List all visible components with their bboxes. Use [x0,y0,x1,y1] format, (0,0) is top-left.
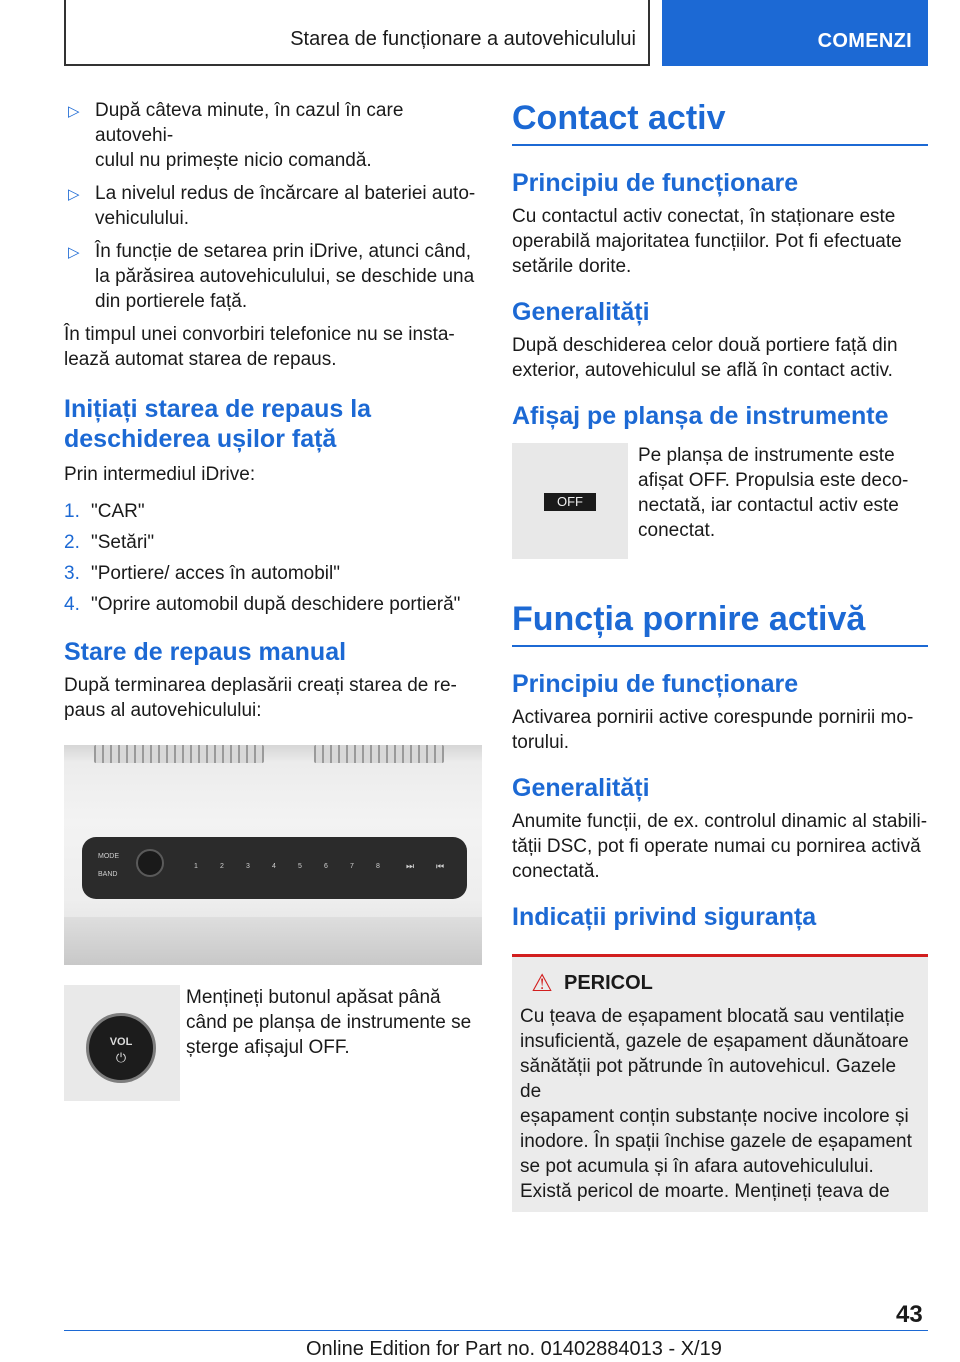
band-button-label: BAND [98,871,118,878]
page-header [64,0,928,66]
step-number: 1. [64,501,80,522]
danger-box [512,954,928,1212]
bullet-text: După câteva minute, în cazul în care autovehi- culul nu primește nicio comandă. [95,100,404,171]
step-item [64,592,482,617]
preset-label: 4 [272,863,276,870]
right-column [512,98,928,1212]
section-tab-label: COMENZI [817,30,912,52]
triangle-bullet-icon: ▷ [68,244,80,261]
step-text: "CAR" [91,501,145,522]
instrument-display-row [512,443,928,559]
step-item [64,530,482,555]
preset-label: 6 [324,863,328,870]
danger-title: PERICOL [564,972,653,994]
header-title-box [64,0,650,66]
step-text: "Setări" [91,532,155,553]
off-indicator: OFF [544,493,596,511]
preset-label: 8 [376,863,380,870]
knob-instruction-text: Mențineți butonul apăsat până când pe planșa de instrumente se șterge afișajul OFF. [186,987,472,1058]
step-item [64,499,482,524]
footer-edition: Online Edition for Part no. 01402884013 - X/19 [306,1338,722,1360]
heading-instrument-display: Afișaj pe planșa de instrumente [512,402,889,430]
instrument-display-text: Pe planșa de instrumente este afișat OFF. Propulsia este deco- nectată, iar contactul activ este conectat. [638,445,909,541]
step-number: 3. [64,563,80,584]
triangle-bullet-icon: ▷ [68,186,80,203]
heading-safety: Indicații privind siguranța [512,903,817,931]
heading-manual-standby: Stare de repaus manual [64,638,347,666]
general-text: După deschiderea celor două portiere față din exterior, autovehiculul se află în contact activ. [512,335,898,381]
footer-rule [64,1330,928,1331]
step-item [64,561,482,586]
bullet-text: În funcție de setarea prin iDrive, atunci când, la părăsirea autovehiculului, se deschide una din portierele față. [95,241,475,312]
volume-knob-photo [64,985,180,1101]
preset-label: 7 [350,863,354,870]
header-title: Starea de funcționare a autovehiculului [290,28,636,50]
danger-text: Cu țeava de eșapament blocată sau ventilație insuficientă, gazele de eșapament dăunătoare sănătății pot pătrunde în autovehicul. Gazele de eșapament conțin substanțe nocive incolore și inodore. În spații închise gazele de eșapament se pot acumula și în afara autovehiculului. Există pericol de moarte. Mențineți țeava de [520,1006,912,1202]
volume-knob [136,849,164,877]
heading-principle: Principiu de funcționare [512,169,799,197]
general-text: Anumite funcții, de ex. controlul dinamic al stabili- tății DSC, pot fi operate numai cu pornirea activă conectată. [512,811,928,882]
bullet-item [64,239,482,314]
mode-button-label: MODE [98,853,119,860]
air-vent [314,745,444,763]
heading-rule [512,144,928,146]
manual-standby-text: După terminarea deplasării creați starea de re- paus al autovehiculului: [64,675,457,721]
volume-knob [86,1013,156,1083]
danger-header [520,969,920,998]
step-text: "Portiere/ acces în automobil" [91,563,340,584]
previous-track-icon: ⏮ [436,861,445,871]
console-lower-panel [64,917,482,965]
next-track-icon: ⏭ [406,861,415,871]
step-number: 2. [64,532,80,553]
principle-text: Activarea pornirii active corespunde pornirii mo- torului. [512,707,914,753]
steps-list [64,499,482,617]
heading-general: Generalități [512,774,650,802]
instrument-cluster-photo [512,443,628,559]
bullet-item [64,98,482,173]
step-number: 4. [64,594,80,615]
section-tab [662,0,928,66]
air-vent [94,745,264,763]
knob-vol-label: VOL [109,1036,133,1048]
heading-rule [512,645,928,647]
heading-contact-active: Contact activ [512,99,726,137]
power-icon: ⏻ [115,1050,127,1065]
phone-call-note: În timpul unei convorbiri telefonice nu se insta- lează automat starea de repaus. [64,324,455,370]
preset-label: 5 [298,863,302,870]
heading-general: Generalități [512,298,650,326]
warning-triangle-icon: ⚠ [531,970,553,997]
heading-initiate-standby: Inițiați starea de repaus la deschiderea ușilor față [64,395,372,453]
left-column [64,98,482,1101]
bullet-item [64,181,482,231]
principle-text: Cu contactul activ conectat, în staționare este operabilă majoritatea funcțiilor. Pot fi efectuate setările dorite. [512,206,902,277]
page-number: 43 [896,1301,923,1328]
triangle-bullet-icon: ▷ [68,103,80,120]
heading-principle: Principiu de funcționare [512,670,799,698]
knob-instruction [64,985,482,1101]
preset-label: 2 [220,863,224,870]
bullet-text: La nivelul redus de încărcare al bateriei auto- vehiculului. [95,183,476,229]
idrive-intro: Prin intermediul iDrive: [64,464,256,485]
step-text: "Oprire automobil după deschidere portieră" [91,594,461,615]
heading-active-start: Funcția pornire activă [512,600,866,638]
console-photo [64,745,482,965]
preset-label: 3 [246,863,250,870]
preset-label: 1 [194,863,198,870]
